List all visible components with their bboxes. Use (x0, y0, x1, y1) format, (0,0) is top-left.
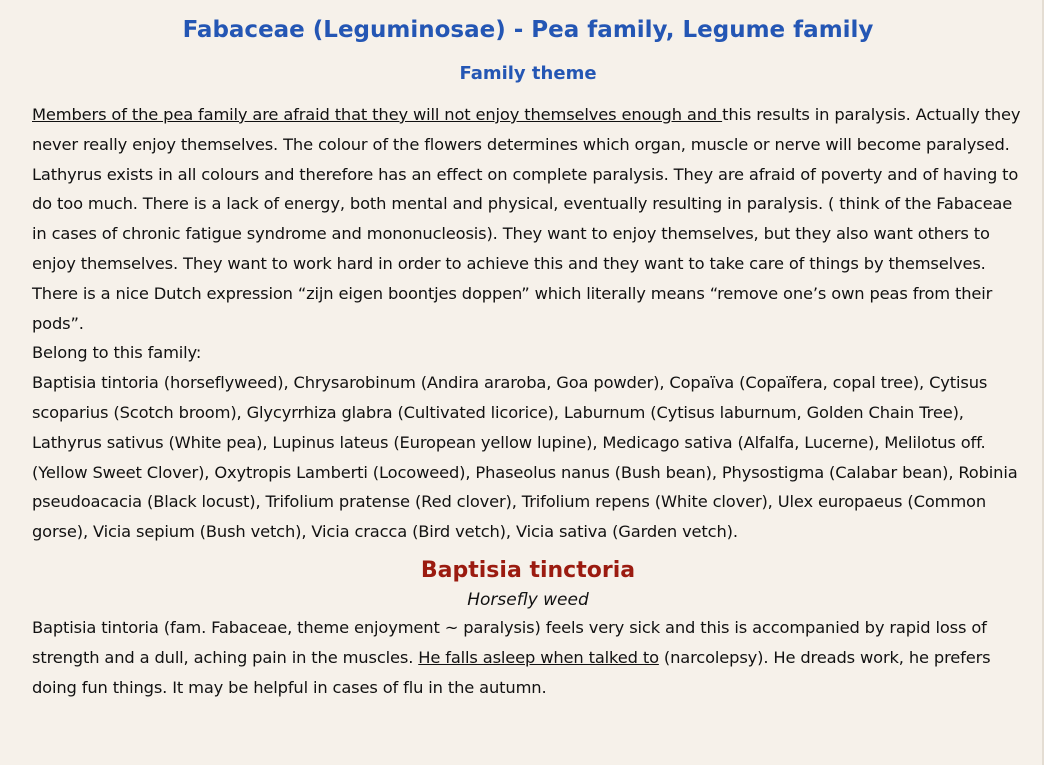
remedy-underlined-phrase: He falls asleep when talked to (418, 647, 659, 667)
remedy-text-before: Baptisia tintoria (fam. Fabaceae, theme enjoyment ~ paralysis) feels very sick and this is accompanied by rapid loss of strength and a dull, aching pain in the muscles. (32, 617, 987, 667)
remedy-paragraph (32, 613, 1024, 702)
remedy-text-after: (narcolepsy). He dreads work, he prefers doing fun things. It may be helpful in cases of flu in the autumn. (32, 647, 991, 697)
family-theme-paragraph (32, 100, 1024, 338)
intro-continuation: this results in paralysis. Actually they never really enjoy themselves. The colour of the flowers determines which organ, muscle or nerve will become paralysed. Lathyrus exists in all colours and therefore has an effect on complete paralysis. They are afraid of poverty and of having to do too much. There is a lack of energy, both mental and physical, eventually resulting in paralysis. ( think of the Fabaceae in cases of chronic fatigue syndrome and mononucleosis). They want to enjoy themselves, but they also want others to enjoy themselves. They want to work hard in order to achieve this and they want to take care of things by themselves. There is a nice Dutch expression “zijn eigen boontjes doppen” which literally means “remove one’s own peas from their pods”. (32, 105, 1021, 333)
remedy-subtitle: Horsefly weed (467, 589, 589, 610)
underlined-intro: Members of the pea family are afraid that they will not enjoy themselves enough and (32, 105, 723, 124)
remedy-title: Baptisia tinctoria (420, 557, 636, 583)
family-theme-heading: Family theme (459, 63, 597, 84)
page-title: Fabaceae (Leguminosae) - Pea family, Legume family (182, 17, 874, 43)
belong-heading: Belong to this family: (32, 343, 202, 363)
family-members-list: Baptisia tintoria (horseflyweed), Chrysarobinum (Andira araroba, Goa powder), Copaïva (Copaïfera, copal tree), Cytisus scoparius (Scotch broom), Glycyrrhiza glabra (Cultivated licorice), Laburnum (Cytisus laburnum, Golden Chain Tree), Lathyrus sativus (White pea), Lupinus lateus (European yellow lupine), Medicago sativa (Alfalfa, Lucerne), Melilotus off. (Yellow Sweet Clover), Oxytropis Lamberti (Locoweed), Phaseolus nanus (Bush bean), Physostigma (Calabar bean), Robinia pseudoacacia (Black locust), Trifolium pratense (Red clover), Trifolium repens (White clover), Ulex europaeus (Common gorse), Vicia sepium (Bush vetch), Vicia cracca (Bird vetch), Vicia sativa (Garden vetch). (32, 373, 1018, 542)
